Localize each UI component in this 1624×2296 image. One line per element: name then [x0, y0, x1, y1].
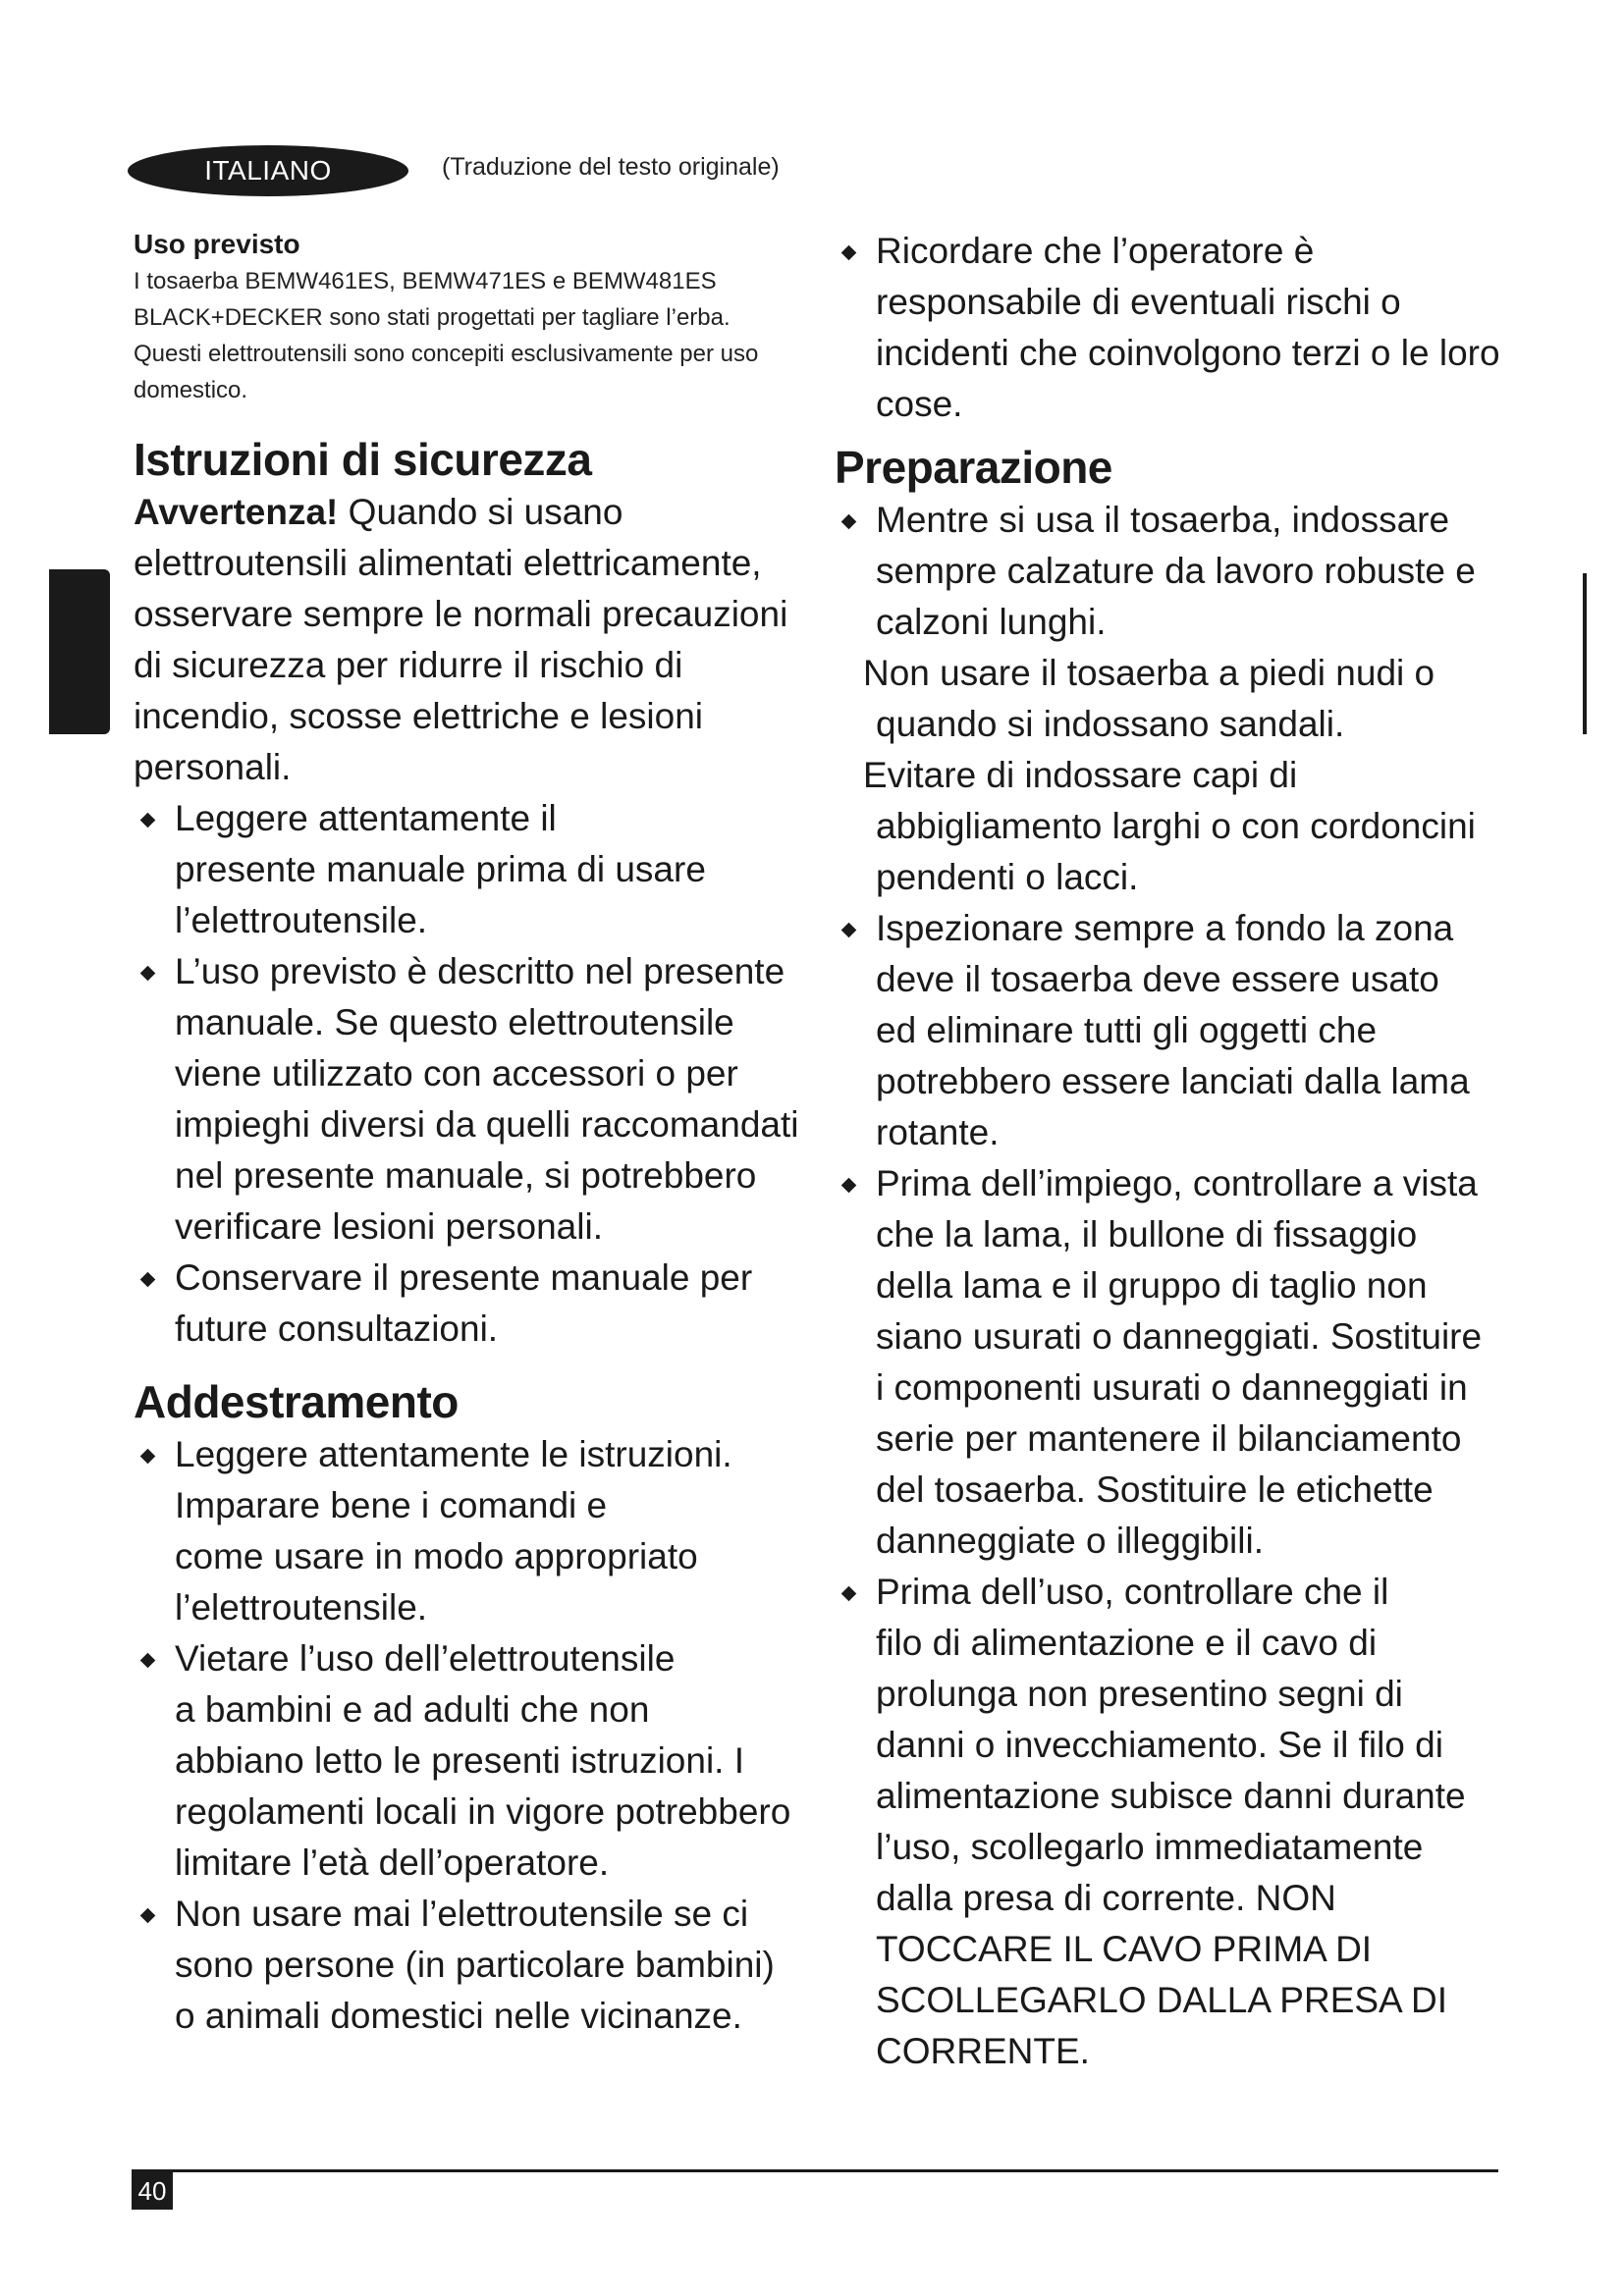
warning-label: Avvertenza! — [134, 492, 339, 532]
text-line: presente manuale prima di usare — [175, 849, 706, 889]
text-line: deve il tosaerba deve essere usato — [876, 959, 1439, 999]
text-line: verificare lesioni personali. — [175, 1206, 603, 1247]
text-line: osservare sempre le normali precauzioni — [134, 594, 788, 634]
list-item — [835, 1567, 1512, 2077]
text-line: danni o invecchiamento. Se il filo di — [876, 1725, 1443, 1765]
translation-note: (Traduzione del testo originale) — [442, 153, 780, 181]
intended-use-section — [134, 226, 801, 408]
text-line: SCOLLEGARLO DALLA PRESA DI — [876, 1980, 1447, 2020]
text-line: di sicurezza per ridurre il rischio di — [134, 645, 683, 685]
safety-section — [134, 432, 801, 1355]
text-line: l’uso, scollegarlo immediatamente — [876, 1827, 1424, 1867]
diamond-bullet-icon — [140, 1908, 156, 1924]
preparation-section — [835, 440, 1512, 2077]
text-line: Prima dell’impiego, controllare a vista — [876, 1163, 1478, 1203]
list-item — [835, 226, 1512, 430]
diamond-bullet-icon — [140, 1272, 156, 1288]
text-line: quando si indossano sandali. — [876, 704, 1345, 744]
text-line: sempre calzature da lavoro robuste e — [876, 551, 1476, 591]
text-line: calzoni lunghi. — [876, 602, 1107, 642]
text-line: Vietare l’uso dell’elettroutensile — [175, 1638, 676, 1679]
diamond-bullet-icon — [841, 1178, 857, 1194]
section-side-tab — [49, 569, 110, 734]
text-line: BLACK+DECKER sono stati progettati per tagliare l’erba. — [134, 304, 731, 331]
safety-title: Istruzioni di sicurezza — [134, 434, 592, 485]
continuation-paragraph — [835, 648, 1512, 750]
text-line: L’uso previsto è descritto nel presente — [175, 951, 785, 991]
warning-text: Quando si usano — [338, 492, 623, 532]
text-line: TOCCARE IL CAVO PRIMA DI — [876, 1929, 1373, 1969]
diamond-bullet-icon — [140, 1653, 156, 1669]
text-line: ed eliminare tutti gli oggetti che — [876, 1010, 1378, 1050]
text-line: siano usurati o danneggiati. Sostituire — [876, 1316, 1483, 1357]
text-line: Ispezionare sempre a fondo la zona — [876, 908, 1454, 948]
text-line: l’elettroutensile. — [175, 1587, 428, 1628]
preparation-bullet-list-2 — [835, 903, 1512, 2077]
text-line: pendenti o lacci. — [876, 857, 1139, 897]
text-line: del tosaerba. Sostituire le etichette — [876, 1469, 1434, 1510]
text-line: serie per mantenere il bilanciamento — [876, 1418, 1462, 1459]
text-line: Ricordare che l’operatore è — [876, 231, 1315, 271]
text-line: abbigliamento larghi o con cordoncini — [876, 806, 1476, 846]
text-line: Leggere attentamente le istruzioni. — [175, 1434, 732, 1474]
text-line: Non usare il tosaerba a piedi nudi o — [863, 653, 1435, 693]
text-line: o animali domestici nelle vicinanze. — [175, 1996, 742, 2036]
list-item — [835, 495, 1512, 648]
diamond-bullet-icon — [841, 1586, 857, 1602]
diamond-bullet-icon — [841, 514, 857, 530]
text-line: manuale. Se questo elettroutensile — [175, 1002, 734, 1042]
safety-warning — [134, 487, 801, 793]
list-item — [134, 1429, 801, 1633]
text-line: Questi elettroutensili sono concepiti esclusivamente per uso — [134, 341, 759, 367]
text-line: responsabile di eventuali rischi o — [876, 282, 1401, 322]
left-column — [134, 226, 801, 2042]
diamond-bullet-icon — [841, 923, 857, 938]
training-section — [134, 1374, 801, 2042]
text-line: Leggere attentamente il — [175, 798, 557, 838]
text-line: Imparare bene i comandi e — [175, 1485, 608, 1525]
text-line: Prima dell’uso, controllare che il — [876, 1572, 1389, 1612]
text-line: prolunga non presentino segni di — [876, 1674, 1403, 1714]
text-line: Conservare il presente manuale per — [175, 1257, 753, 1298]
text-line: personali. — [134, 747, 292, 787]
text-line: nel presente manuale, si potrebbero — [175, 1155, 757, 1196]
list-item — [134, 946, 801, 1253]
text-line: alimentazione subisce danni durante — [876, 1776, 1466, 1816]
text-line — [134, 487, 801, 538]
page-number: 40 — [132, 2172, 173, 2210]
diamond-bullet-icon — [140, 966, 156, 982]
list-item — [134, 1889, 801, 2042]
preparation-title: Preparazione — [835, 442, 1112, 493]
list-item — [835, 1158, 1512, 1567]
text-line: della lama e il gruppo di taglio non — [876, 1265, 1428, 1306]
text-line: CORRENTE. — [876, 2031, 1090, 2071]
diamond-bullet-icon — [841, 245, 857, 261]
text-line: rotante. — [876, 1112, 1000, 1152]
text-line: cose. — [876, 384, 963, 424]
intended-use-title: Uso previsto — [134, 229, 300, 259]
text-line: sono persone (in particolare bambini) — [175, 1945, 775, 1985]
text-line: viene utilizzato con accessori o per — [175, 1053, 738, 1094]
text-line: potrebbero essere lanciati dalla lama — [876, 1061, 1470, 1101]
list-item — [835, 903, 1512, 1158]
training-bullet-list-continued — [835, 226, 1512, 430]
text-line: I tosaerba BEMW461ES, BEMW471ES e BEMW481ES — [134, 268, 717, 294]
training-bullet-list — [134, 1429, 801, 2042]
training-title: Addestramento — [134, 1376, 459, 1427]
text-line: a bambini e ad adulti che non — [175, 1689, 650, 1730]
text-line: incendio, scosse elettriche e lesioni — [134, 696, 703, 736]
text-line: domestico. — [134, 377, 248, 403]
text-line: Non usare mai l’elettroutensile se ci — [175, 1894, 749, 1934]
preparation-bullet-list — [835, 495, 1512, 648]
text-line: come usare in modo appropriato — [175, 1536, 698, 1576]
text-line: i componenti usurati o danneggiati in — [876, 1367, 1468, 1408]
list-item — [134, 1633, 801, 1889]
text-line: danneggiate o illeggibili. — [876, 1521, 1264, 1561]
text-line: l’elettroutensile. — [175, 900, 428, 940]
diamond-bullet-icon — [140, 1449, 156, 1465]
text-line: elettroutensili alimentati elettricamente, — [134, 543, 762, 583]
language-badge: ITALIANO — [128, 145, 408, 196]
text-line: Mentre si usa il tosaerba, indossare — [876, 500, 1450, 540]
text-line: filo di alimentazione e il cavo di — [876, 1623, 1378, 1663]
text-line: limitare l’età dell’operatore. — [175, 1842, 610, 1883]
text-line: impieghi diversi da quelli raccomandati — [175, 1104, 799, 1145]
margin-mark — [1583, 573, 1587, 734]
text-line: future consultazioni. — [175, 1308, 499, 1349]
diamond-bullet-icon — [140, 813, 156, 828]
list-item — [134, 1253, 801, 1355]
intended-use-text — [134, 263, 801, 408]
text-line: che la lama, il bullone di fissaggio — [876, 1214, 1418, 1255]
text-line: regolamenti locali in vigore potrebbero — [175, 1791, 791, 1832]
text-line: dalla presa di corrente. NON — [876, 1878, 1336, 1918]
text-line: abbiano letto le presenti istruzioni. I — [175, 1740, 745, 1781]
text-line: Evitare di indossare capi di — [863, 755, 1298, 795]
safety-bullet-list — [134, 793, 801, 1355]
footer-rule — [132, 2169, 1498, 2172]
list-item — [134, 793, 801, 946]
continuation-paragraph — [835, 750, 1512, 903]
text-line: incidenti che coinvolgono terzi o le loro — [876, 333, 1500, 373]
right-column — [835, 226, 1512, 2077]
